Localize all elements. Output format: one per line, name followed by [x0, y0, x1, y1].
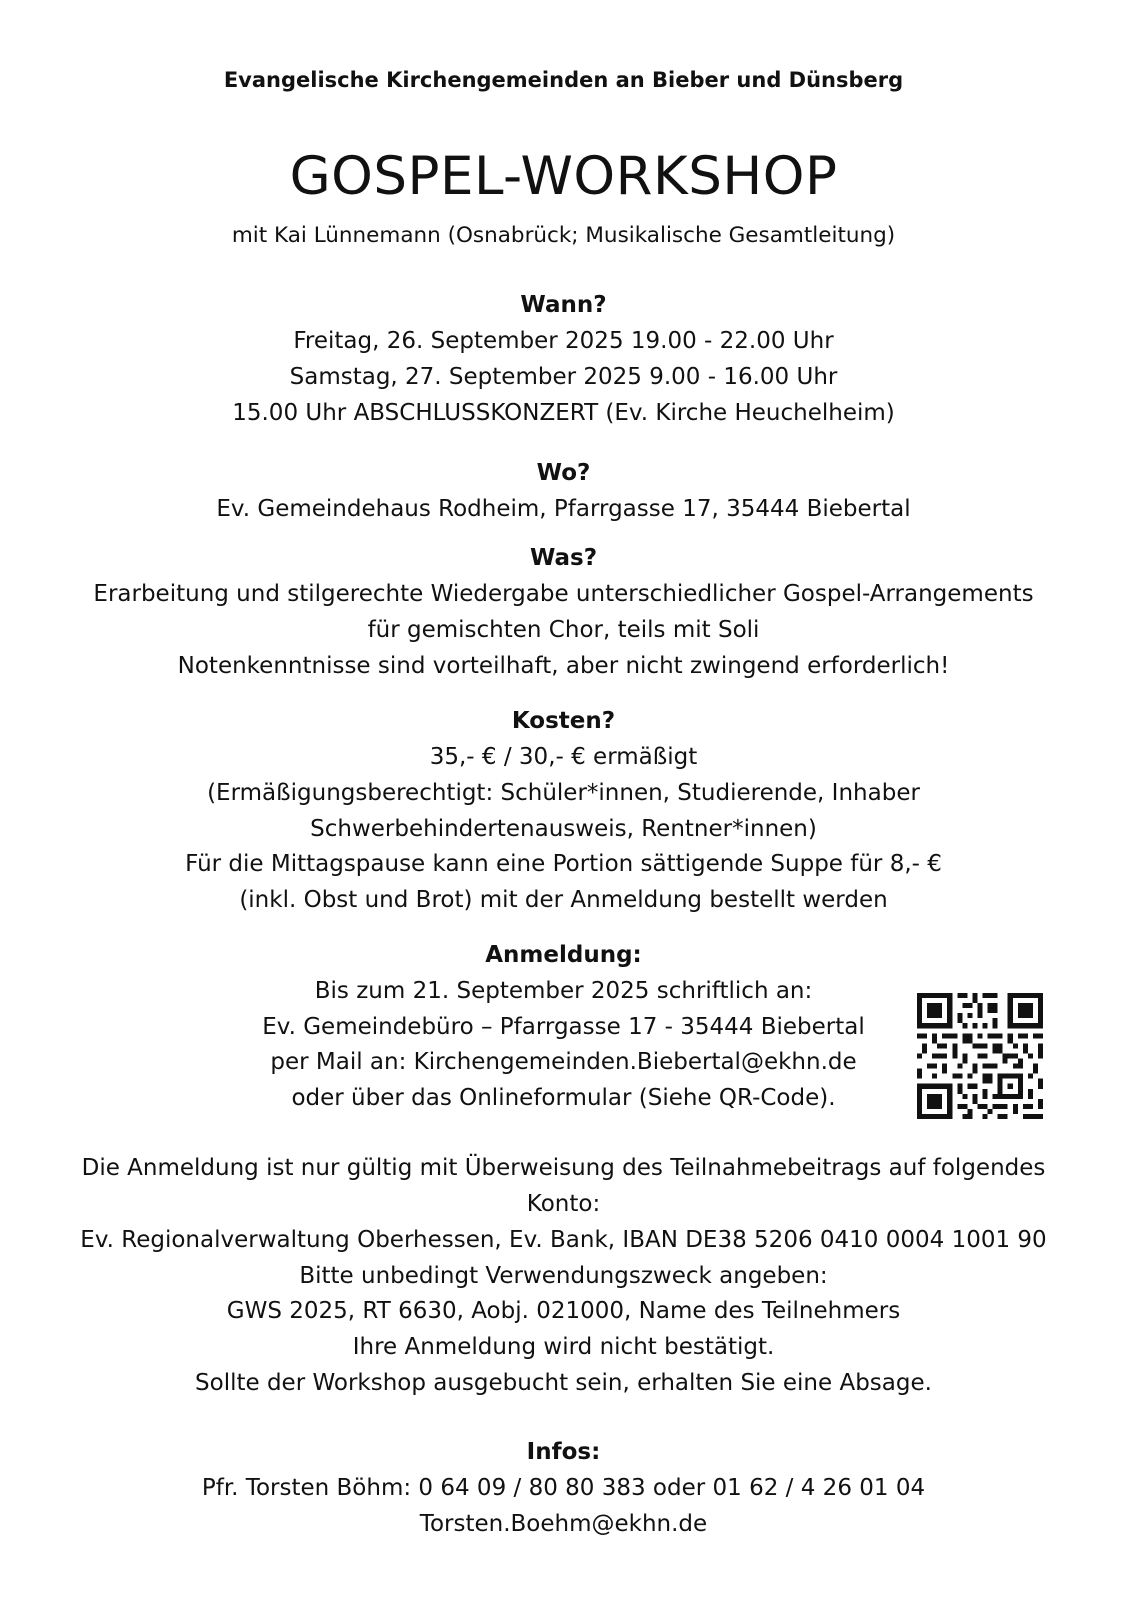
- wann-line: Samstag, 27. September 2025 9.00 - 16.00 Uhr: [289, 364, 838, 390]
- kosten-line: Für die Mittagspause kann eine Portion sättigende Suppe für 8,- €: [185, 851, 942, 877]
- infos-contact-line: Pfr. Torsten Böhm: 0 64 09 / 80 80 383 oder 01 62 / 4 26 01 04: [201, 1475, 926, 1501]
- wann-line: 15.00 Uhr ABSCHLUSSKONZERT (Ev. Kirche Heuchelheim): [232, 400, 895, 426]
- anmeldung-email-line: per Mail an: Kirchengemeinden.Biebertal@ekhn.de: [270, 1049, 857, 1075]
- kosten-line: (inkl. Obst und Brot) mit der Anmeldung bestellt werden: [239, 887, 888, 913]
- anmeldung-line: Ev. Gemeindebüro – Pfarrgasse 17 - 35444 Biebertal: [262, 1014, 865, 1040]
- infos-email-line: Torsten.Boehm@ekhn.de: [419, 1511, 708, 1537]
- was-heading: Was?: [529, 545, 598, 571]
- subtitle: mit Kai Lünnemann (Osnabrück; Musikalische Gesamtleitung): [231, 223, 896, 248]
- wo-heading: Wo?: [536, 460, 591, 486]
- qr-code-icon[interactable]: [917, 993, 1043, 1119]
- kosten-heading: Kosten?: [511, 708, 616, 734]
- payment-line: GWS 2025, RT 6630, Aobj. 021000, Name des Teilnehmers: [226, 1298, 901, 1324]
- payment-iban-line: Ev. Regionalverwaltung Oberhessen, Ev. Bank, IBAN DE38 5206 0410 0004 1001 90: [80, 1227, 1047, 1253]
- kosten-line: 35,- € / 30,- € ermäßigt: [429, 744, 698, 770]
- was-line: Erarbeitung und stilgerechte Wiedergabe unterschiedlicher Gospel-Arrangements: [93, 581, 1034, 607]
- kosten-line: Schwerbehindertenausweis, Rentner*innen): [310, 816, 817, 842]
- was-line: für gemischten Chor, teils mit Soli: [367, 617, 760, 643]
- payment-line: Konto:: [526, 1191, 601, 1217]
- anmeldung-line: Bis zum 21. September 2025 schriftlich an:: [314, 978, 813, 1004]
- payment-line: Ihre Anmeldung wird nicht bestätigt.: [352, 1334, 775, 1360]
- anmeldung-heading: Anmeldung:: [485, 942, 642, 968]
- payment-line: Bitte unbedingt Verwendungszweck angeben:: [299, 1263, 828, 1289]
- payment-line: Die Anmeldung ist nur gültig mit Überweisung des Teilnahmebeitrags auf folgendes: [81, 1155, 1046, 1181]
- anmeldung-line: oder über das Onlineformular (Siehe QR-Code).: [291, 1085, 836, 1111]
- infos-heading: Infos:: [526, 1439, 601, 1465]
- kosten-line: (Ermäßigungsberechtigt: Schüler*innen, Studierende, Inhaber: [207, 780, 920, 806]
- wann-heading: Wann?: [520, 292, 607, 318]
- organization-header: Evangelische Kirchengemeinden an Bieber und Dünsberg: [223, 68, 904, 92]
- wann-line: Freitag, 26. September 2025 19.00 - 22.00 Uhr: [293, 328, 834, 354]
- payment-line: Sollte der Workshop ausgebucht sein, erhalten Sie eine Absage.: [195, 1370, 932, 1396]
- page-title: GOSPEL-WORKSHOP: [289, 146, 838, 207]
- was-line: Notenkenntnisse sind vorteilhaft, aber nicht zwingend erforderlich!: [177, 653, 950, 679]
- wo-line: Ev. Gemeindehaus Rodheim, Pfarrgasse 17, 35444 Biebertal: [216, 496, 911, 522]
